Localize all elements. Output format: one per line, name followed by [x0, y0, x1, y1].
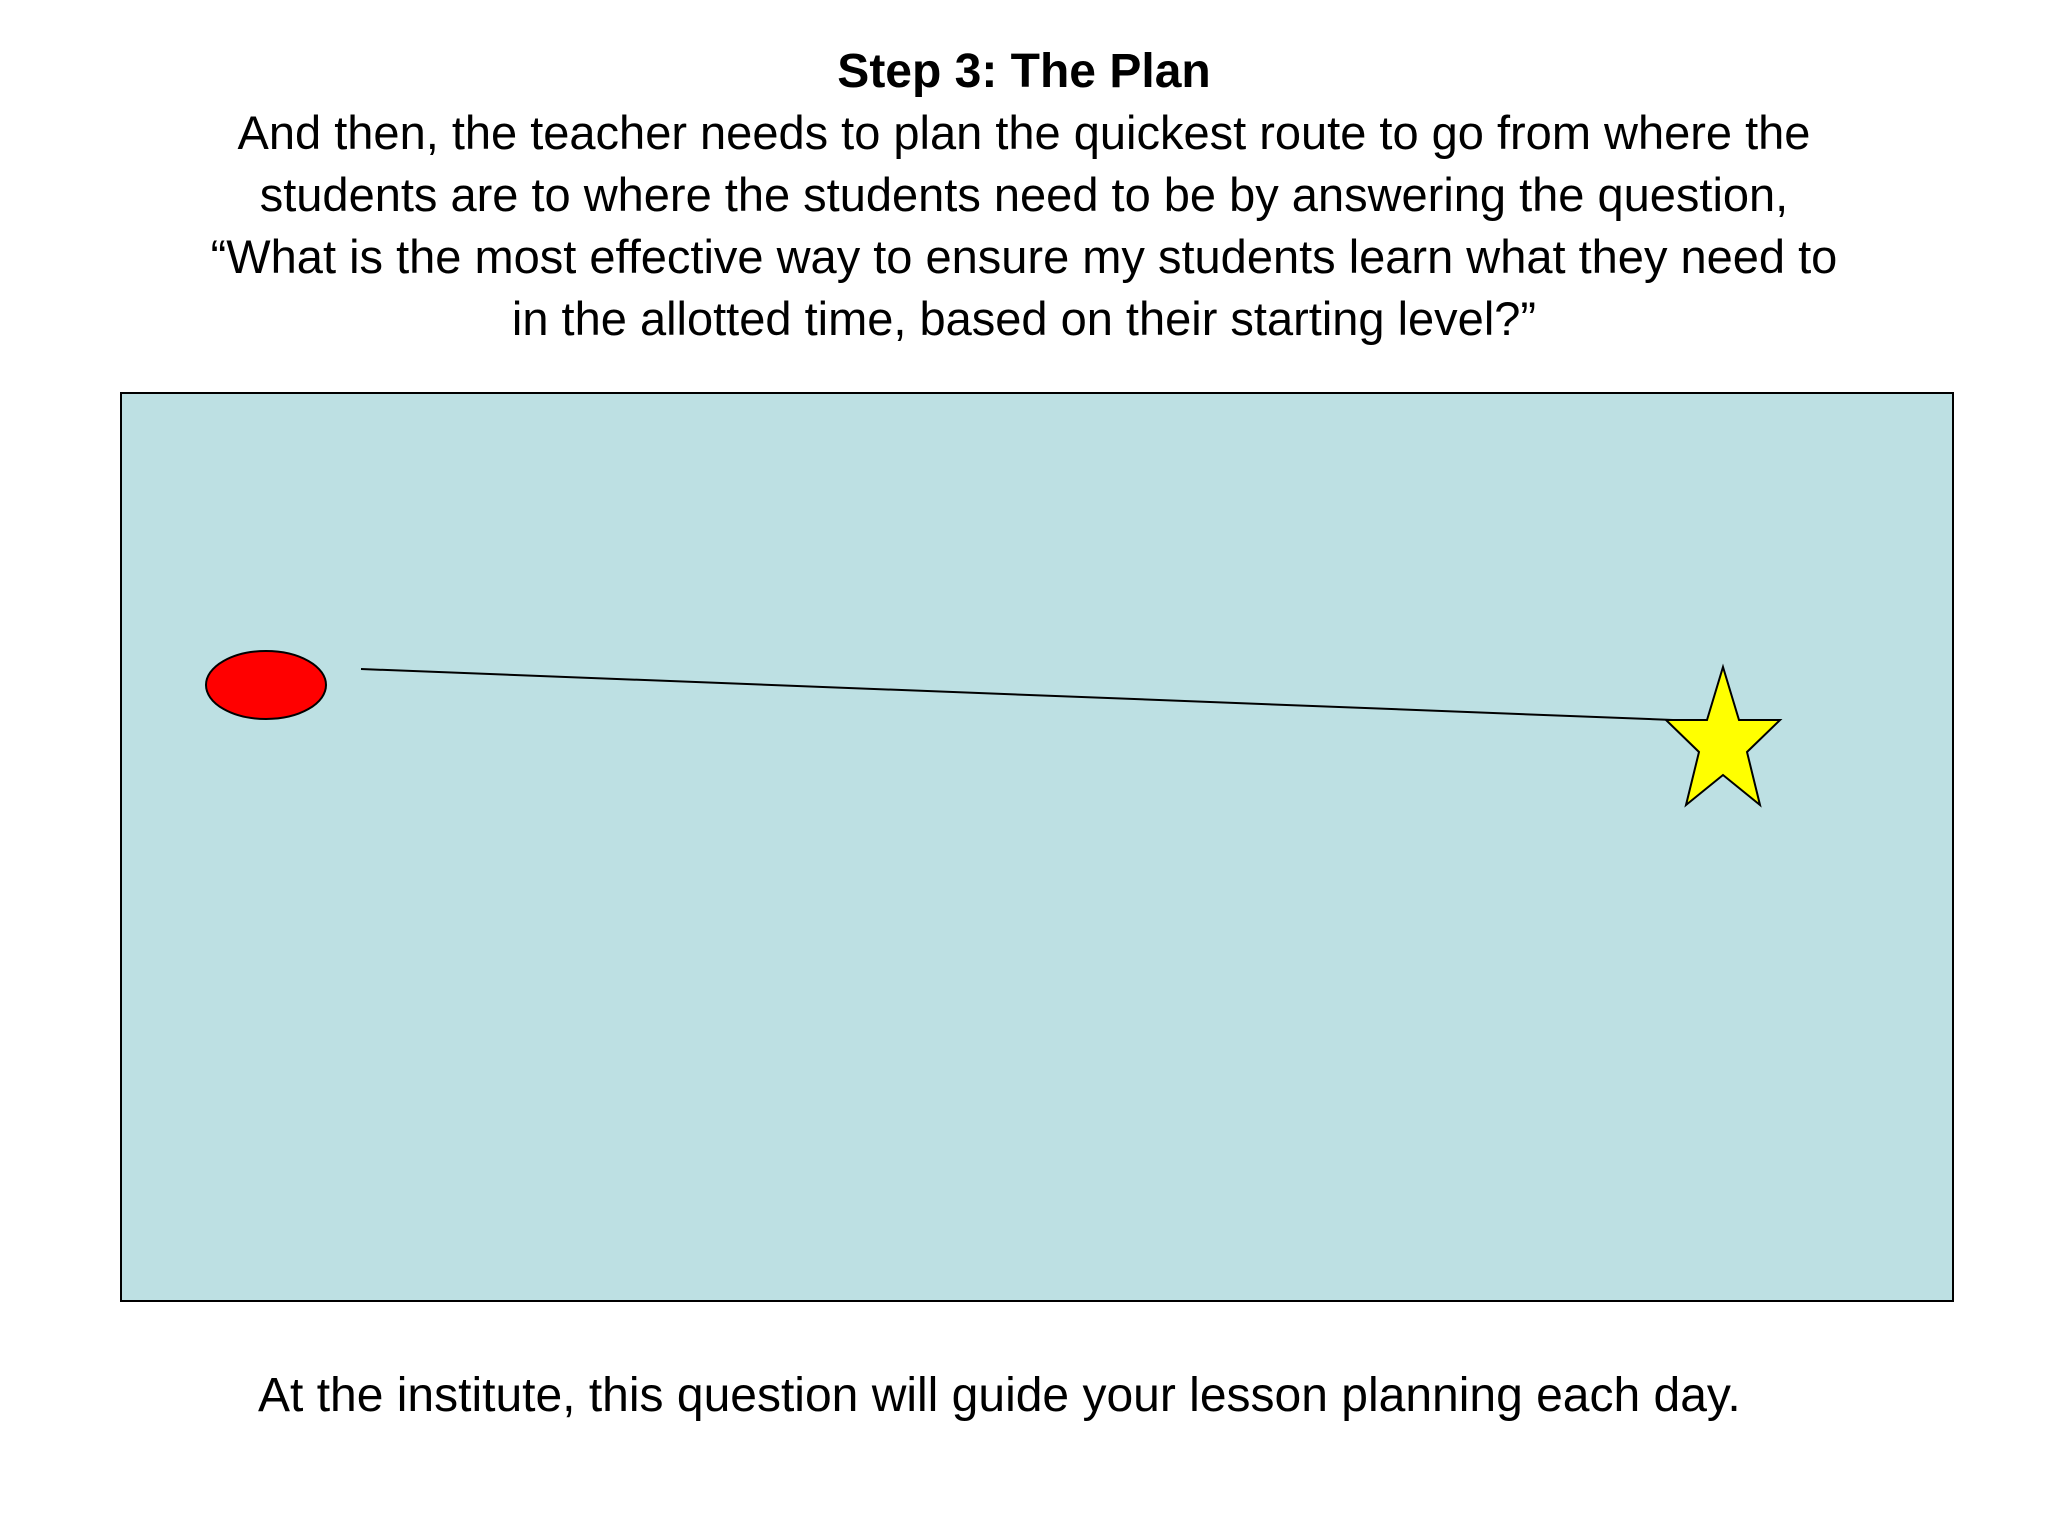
body-line: students are to where the students need to be by answering the question,: [259, 168, 1789, 221]
diagram-panel: [121, 393, 1953, 1301]
slide-header: [0, 42, 2048, 350]
slide-footer-text: At the institute, this question will guide your lesson planning each day.: [258, 1369, 1741, 1422]
slide-title: Step 3: The Plan: [837, 45, 1211, 98]
body-line: in the allotted time, based on their starting level?”: [511, 292, 1537, 345]
start-point-marker: [206, 651, 326, 719]
slide-body-text: [0, 102, 2048, 350]
body-line: And then, the teacher needs to plan the quickest route to go from where the: [237, 106, 1811, 159]
body-line: “What is the most effective way to ensure my students learn what they need to: [210, 230, 1838, 283]
route-diagram: [120, 392, 1954, 1302]
